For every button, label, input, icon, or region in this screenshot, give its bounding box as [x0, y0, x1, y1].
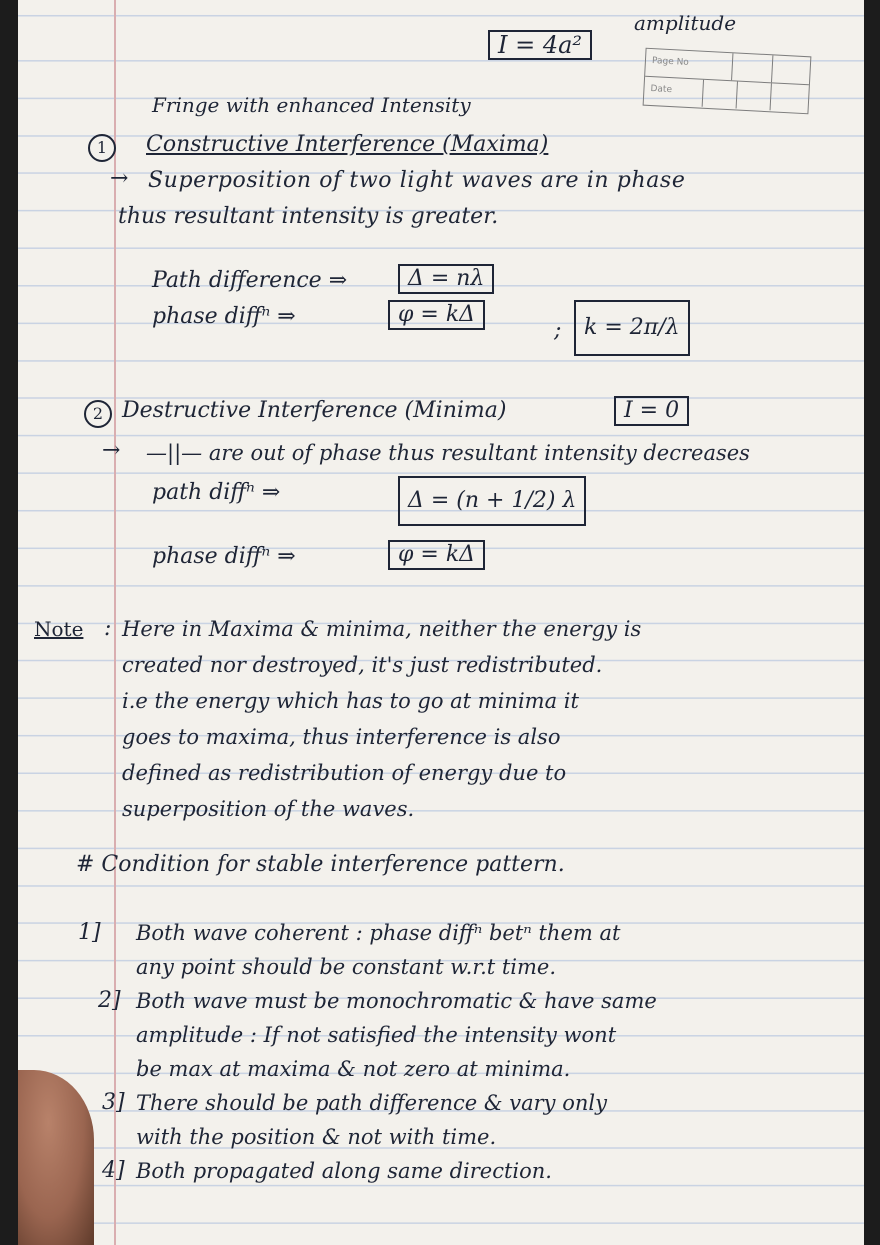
condition-line: any point should be constant w.r.t time.: [136, 955, 557, 979]
finger-thumb: [18, 1070, 94, 1245]
conditions-heading: # Condition for stable interference pattern.: [76, 852, 565, 877]
destructive-path-label: path diffⁿ ⇒: [152, 480, 281, 505]
condition-number: 4]: [102, 1158, 125, 1183]
condition-line: Both wave coherent : phase diffⁿ betⁿ them at: [136, 921, 621, 945]
condition-line: There should be path difference & vary only: [136, 1091, 607, 1115]
note-line: goes to maxima, thus interference is also: [122, 725, 561, 749]
amplitude-note: amplitude: [634, 11, 737, 35]
intensity-formula: I = 4a²: [488, 30, 592, 60]
constructive-line-1: Superposition of two light waves are in phase: [148, 168, 686, 193]
destructive-phase-formula: φ = kΔ: [388, 540, 485, 570]
arrow-glyph: →: [102, 438, 121, 463]
destructive-path-formula: Δ = (n + 1/2) λ: [398, 476, 586, 526]
path-difference-formula: Δ = nλ: [398, 264, 494, 294]
path-difference-label: Path difference ⇒: [152, 268, 348, 293]
destructive-number: 2: [84, 400, 112, 428]
constructive-heading: Constructive Interference (Maxima): [146, 132, 549, 157]
destructive-line-1: —||— are out of phase thus resultant intensity decreases: [146, 441, 750, 465]
fringe-note: Fringe with enhanced Intensity: [152, 93, 471, 117]
condition-number: 3]: [102, 1090, 125, 1115]
note-label: Note: [34, 617, 84, 641]
colon-glyph: :: [104, 616, 112, 641]
note-line: Here in Maxima & minima, neither the energy is: [122, 617, 642, 641]
destructive-phase-label: phase diffⁿ ⇒: [152, 544, 296, 569]
condition-line: with the position & not with time.: [136, 1125, 497, 1149]
phase-difference-label: phase diffⁿ ⇒: [152, 304, 296, 329]
phase-difference-formula: φ = kΔ: [388, 300, 485, 330]
page-date-box: [643, 48, 812, 115]
note-line: i.e the energy which has to go at minima it: [122, 689, 579, 713]
destructive-intensity: I = 0: [614, 396, 689, 426]
note-line: superposition of the waves.: [122, 797, 415, 821]
condition-line: Both wave must be monochromatic & have same: [136, 989, 657, 1013]
notebook-page: [18, 0, 864, 1245]
note-line: created nor destroyed, it's just redistributed.: [122, 653, 603, 677]
date-label: Date: [650, 84, 673, 96]
condition-line: Both propagated along same direction.: [136, 1159, 552, 1183]
constructive-number: 1: [88, 134, 116, 162]
arrow-glyph: →: [110, 166, 129, 191]
constructive-line-2: thus resultant intensity is greater.: [118, 204, 499, 229]
condition-line: amplitude : If not satisfied the intensity wont: [136, 1023, 617, 1047]
note-line: defined as redistribution of energy due to: [122, 761, 567, 785]
condition-line: be max at maxima & not zero at minima.: [136, 1057, 571, 1081]
condition-number: 1]: [78, 920, 101, 945]
wave-number-formula: k = 2π/λ: [574, 300, 690, 356]
condition-number: 2]: [98, 988, 121, 1013]
separator: ;: [554, 318, 562, 343]
page-no-label: Page No: [651, 56, 690, 68]
destructive-heading: Destructive Interference (Minima): [122, 398, 507, 423]
